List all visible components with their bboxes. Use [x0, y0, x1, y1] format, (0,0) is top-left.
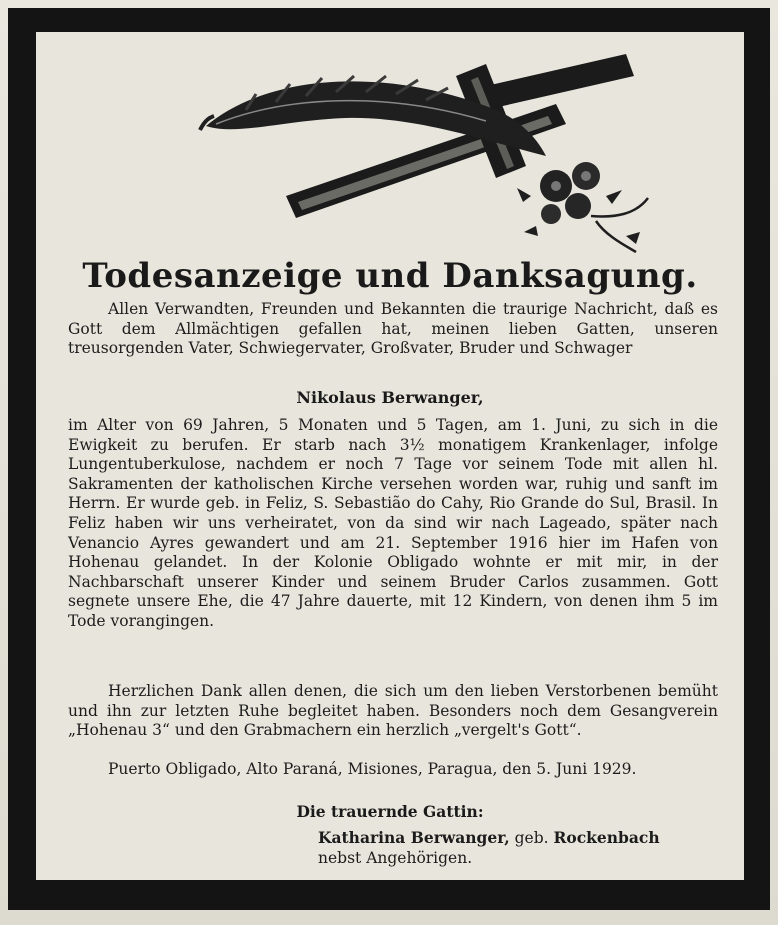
mourning-border-top: [8, 8, 770, 32]
mourner-family: nebst Angehörigen.: [318, 849, 473, 867]
mourner-heading: Die trauernde Gattin:: [296, 802, 484, 821]
thanks-paragraph: Herzlichen Dank allen denen, die sich um den lieben Verstorbenen bemüht und ihn zur letzten Ruhe begleitet haben. Besonders noch dem Gesangverein „Hohenau 3“ und den Grabmachern ein herzlich „vergelt's Gott“.: [68, 682, 718, 740]
flower-bouquet-icon: [517, 162, 648, 252]
deceased-name: Nikolaus Berwanger,: [296, 388, 484, 407]
notice-title: Todesanzeige und Danksagung.: [82, 256, 698, 296]
notice-body: [36, 32, 744, 880]
mourner-signature-block: [318, 828, 738, 868]
biography-paragraph: im Alter von 69 Jahren, 5 Monaten und 5 Tagen, am 1. Juni, zu sich in die Ewigkeit zu berufen. Er starb nach 3½ monatigem Krankenlager, infolge Lungentuberkulose, nachdem er noch 7 Tage vor seinem Tode mit allen hl. Sakramenten der katholischen Kirche versehen worden war, ruhig und sanft im Herrn. Er wurde geb. in Feliz, S. Sebastião do Cahy, Rio Grande do Sul, Brasil. In Feliz haben wir uns verheiratet, von da sind wir nach Lageado, später nach Venancio Ayres gewandert und am 21. September 1916 hier im Hafen von Hohenau gelandet. In der Kolonie Obligado wohnte er mit mir, in der Nachbarschaft unserer Kinder und seinem Bruder Carlos zusammen. Gott segnete unsere Ehe, die 47 Jahre dauerte, mit 12 Kindern, von denen ihm 5 im Tode vorangingen.: [68, 416, 718, 630]
mourner-name: Katharina Berwanger,: [318, 828, 510, 847]
mourner-maiden-name: Rockenbach: [553, 828, 660, 847]
mourner-birth-label: geb.: [514, 829, 549, 847]
intro-paragraph: Allen Verwandten, Freunden und Bekannten die traurige Nachricht, daß es Gott dem Allmächtigen gefallen hat, meinen lieben Gatten, unseren treusorgenden Vater, Schwiegervater, Großvater, Bruder und Schwager: [68, 300, 718, 358]
mourning-border-bottom: [8, 880, 770, 910]
place-date: Puerto Obligado, Alto Paraná, Misiones, Paragua, den 5. Juni 1929.: [108, 760, 637, 778]
cross-icon: [286, 54, 634, 218]
mourning-emblem: [186, 46, 666, 256]
mourning-border-right: [744, 8, 770, 910]
mourning-border-left: [8, 8, 36, 910]
